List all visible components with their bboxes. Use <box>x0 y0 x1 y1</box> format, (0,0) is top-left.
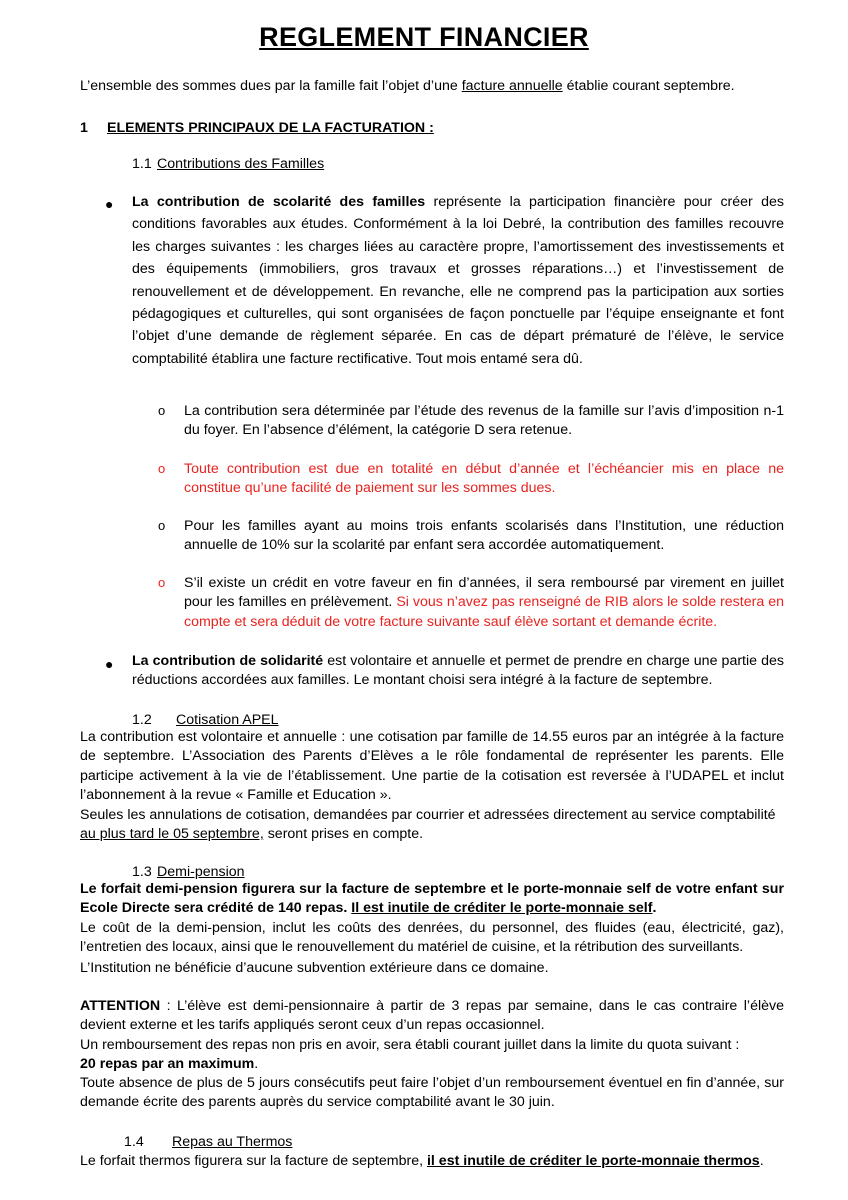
section-1-heading: ELEMENTS PRINCIPAUX DE LA FACTURATION : <box>107 120 434 136</box>
subsection-1-2-label: Cotisation APEL <box>176 712 279 728</box>
scolarite-paragraph <box>132 191 784 370</box>
scolarite-text: représente la participation financière pour créer des conditions favorables aux études. Conformément à la loi Debré, la contribution des familles recouvre les charges suivantes : les charges liées au caractère propre, l’amortissement des investissements et des équipements (immobiliers, gros travaux et grosses réparations…) et l’investissement de renouvellement et de développement. En revanche, elle ne comprend pas la participation aux sorties pédagogiques et culturelles, qui sont organisées de façon ponctuelle par l’équipe enseignante et font l’objet d’une demande de règlement séparée. En cas de départ prématuré de l’élève, le service comptabilité établira une facture rectificative. Tout mois entamé sera dû. <box>132 194 784 367</box>
period: . <box>652 900 657 917</box>
subsection-1-2-number: 1.2 <box>132 712 152 728</box>
attention-paragraph <box>80 997 784 1036</box>
demi-pension-cost-paragraph: Le coût de la demi-pension, inclut les coûts des denrées, du personnel, des fluides (eau, électricité, gaz), l’entretien des locaux, ainsi que le renouvellement du matériel de cuisine, et la rétribution des surveillants. <box>80 920 784 956</box>
period: . <box>759 1153 764 1169</box>
thermos-line <box>80 1152 764 1170</box>
attention-text: : L’élève est demi-pensionnaire à partir de 3 repas par semaine, dans le cas contraire l’élève devient externe et les tarifs appliqués seront ceux d’un repas occasionnel. <box>80 998 784 1034</box>
apel-deadline-after: seront prises en compte. <box>263 826 424 842</box>
bullet-icon: ● <box>105 656 114 672</box>
solidarite-bold-label: La contribution de solidarité <box>132 653 324 669</box>
intro-text: L’ensemble des sommes dues par la famille fait l’objet d’une <box>80 78 462 94</box>
subsection-1-3-label: Demi-pension <box>157 864 245 880</box>
demi-pension-underlined-text: Il est inutile de créditer le porte-monnaie self <box>351 900 653 917</box>
subsection-1-4-label: Repas au Thermos <box>172 1134 293 1150</box>
bullet-icon: ● <box>105 196 114 212</box>
page-title: REGLEMENT FINANCIER <box>259 22 589 52</box>
sub-item-2: Toute contribution est due en totalité en début d’année et l’échéancier mis en place ne constitue qu’une facilité de paiement sur les sommes dues. <box>184 461 784 497</box>
subsection-1-3-number: 1.3 <box>132 864 152 880</box>
demi-pension-bold-text: Le forfait demi-pension figurera sur la facture de septembre et le porte-monnaie self de votre enfant sur Ecole Directe sera crédité de 140 repas. <box>80 881 784 917</box>
sub-item-1: La contribution sera déterminée par l’étude des revenus de la famille sur l’avis d’imposition n-1 du foyer. En l’absence d’élément, la catégorie D sera retenue. <box>184 403 784 439</box>
solidarite-text: est volontaire et annuelle et permet de prendre en charge une partie des réductions accordées aux familles. Le montant choisi sera intégré à la facture de septembre. <box>132 653 784 689</box>
refund-max-line <box>80 1055 258 1073</box>
subsection-1-1-label: Contributions des Familles <box>157 156 325 172</box>
hollow-bullet-icon: o <box>158 575 166 590</box>
thermos-underlined-text: il est inutile de créditer le porte-monnaie thermos <box>426 1153 760 1169</box>
scolarite-bold-label: La contribution de scolarité des familles <box>132 194 426 210</box>
solidarite-paragraph <box>132 652 784 691</box>
hollow-bullet-icon: o <box>158 403 166 418</box>
apel-deadline-underlined: au plus tard le 05 septembre, <box>80 826 264 842</box>
sub-item-4 <box>184 574 784 632</box>
sub-item-3: Pour les familles ayant au moins trois enfants scolarisés dans l’Institution, une réduction annuelle de 10% sur la scolarité par enfant sera accordée automatiquement. <box>184 518 784 554</box>
refund-line: Un remboursement des repas non pris en avoir, sera établi courant juillet dans la limite du quota suivant : <box>80 1037 740 1053</box>
absence-paragraph: Toute absence de plus de 5 jours consécutifs peut faire l’objet d’un remboursement éventuel en fin d’année, sur demande écrite des parents auprès du service comptabilité avant le 30 juin. <box>80 1075 784 1111</box>
demi-pension-bold-paragraph <box>80 880 784 919</box>
thermos-text: Le forfait thermos figurera sur la facture de septembre, <box>80 1153 427 1169</box>
apel-annulation-line: Seules les annulations de cotisation, demandées par courrier et adressées directement au service comptabilité <box>80 807 776 823</box>
period: . <box>254 1056 259 1072</box>
attention-label: ATTENTION <box>80 998 161 1014</box>
apel-paragraph: La contribution est volontaire et annuelle : une cotisation par famille de 14.55 euros par an intégrée à la facture de septembre. L’Association des Parents d’Elèves a le rôle fondamental de représenter les parents. Elle participe activement à la vie de l’établissement. Une partie de la cotisation est reversée à l’UDAPEL et inclut l’abonnement à la revue « Famille et Education ». <box>80 729 784 803</box>
intro-text-end: établie courant septembre. <box>562 78 735 94</box>
apel-annulation-deadline <box>80 825 423 843</box>
sub-item-4-text: S’il existe un crédit en votre faveur en fin d’années, il sera remboursé par virement en juillet pour les familles en prélèvement. <box>184 575 784 611</box>
refund-max-bold: 20 repas par an maximum <box>80 1056 255 1072</box>
sub-item-4-red-text: Si vous n’avez pas renseigné de RIB alors le solde restera en compte et sera déduit de votre facture suivante sauf élève sortant et demande écrite. <box>184 594 784 630</box>
subsection-1-4-number: 1.4 <box>124 1134 144 1150</box>
section-1-number: 1 <box>80 120 88 136</box>
subsection-1-1-number: 1.1 <box>132 156 152 172</box>
demi-pension-no-subsidy: L’Institution ne bénéficie d’aucune subvention extérieure dans ce domaine. <box>80 960 549 976</box>
hollow-bullet-icon: o <box>158 461 166 476</box>
intro-paragraph <box>80 77 735 95</box>
intro-underlined-text: facture annuelle <box>461 78 563 94</box>
hollow-bullet-icon: o <box>158 518 166 533</box>
